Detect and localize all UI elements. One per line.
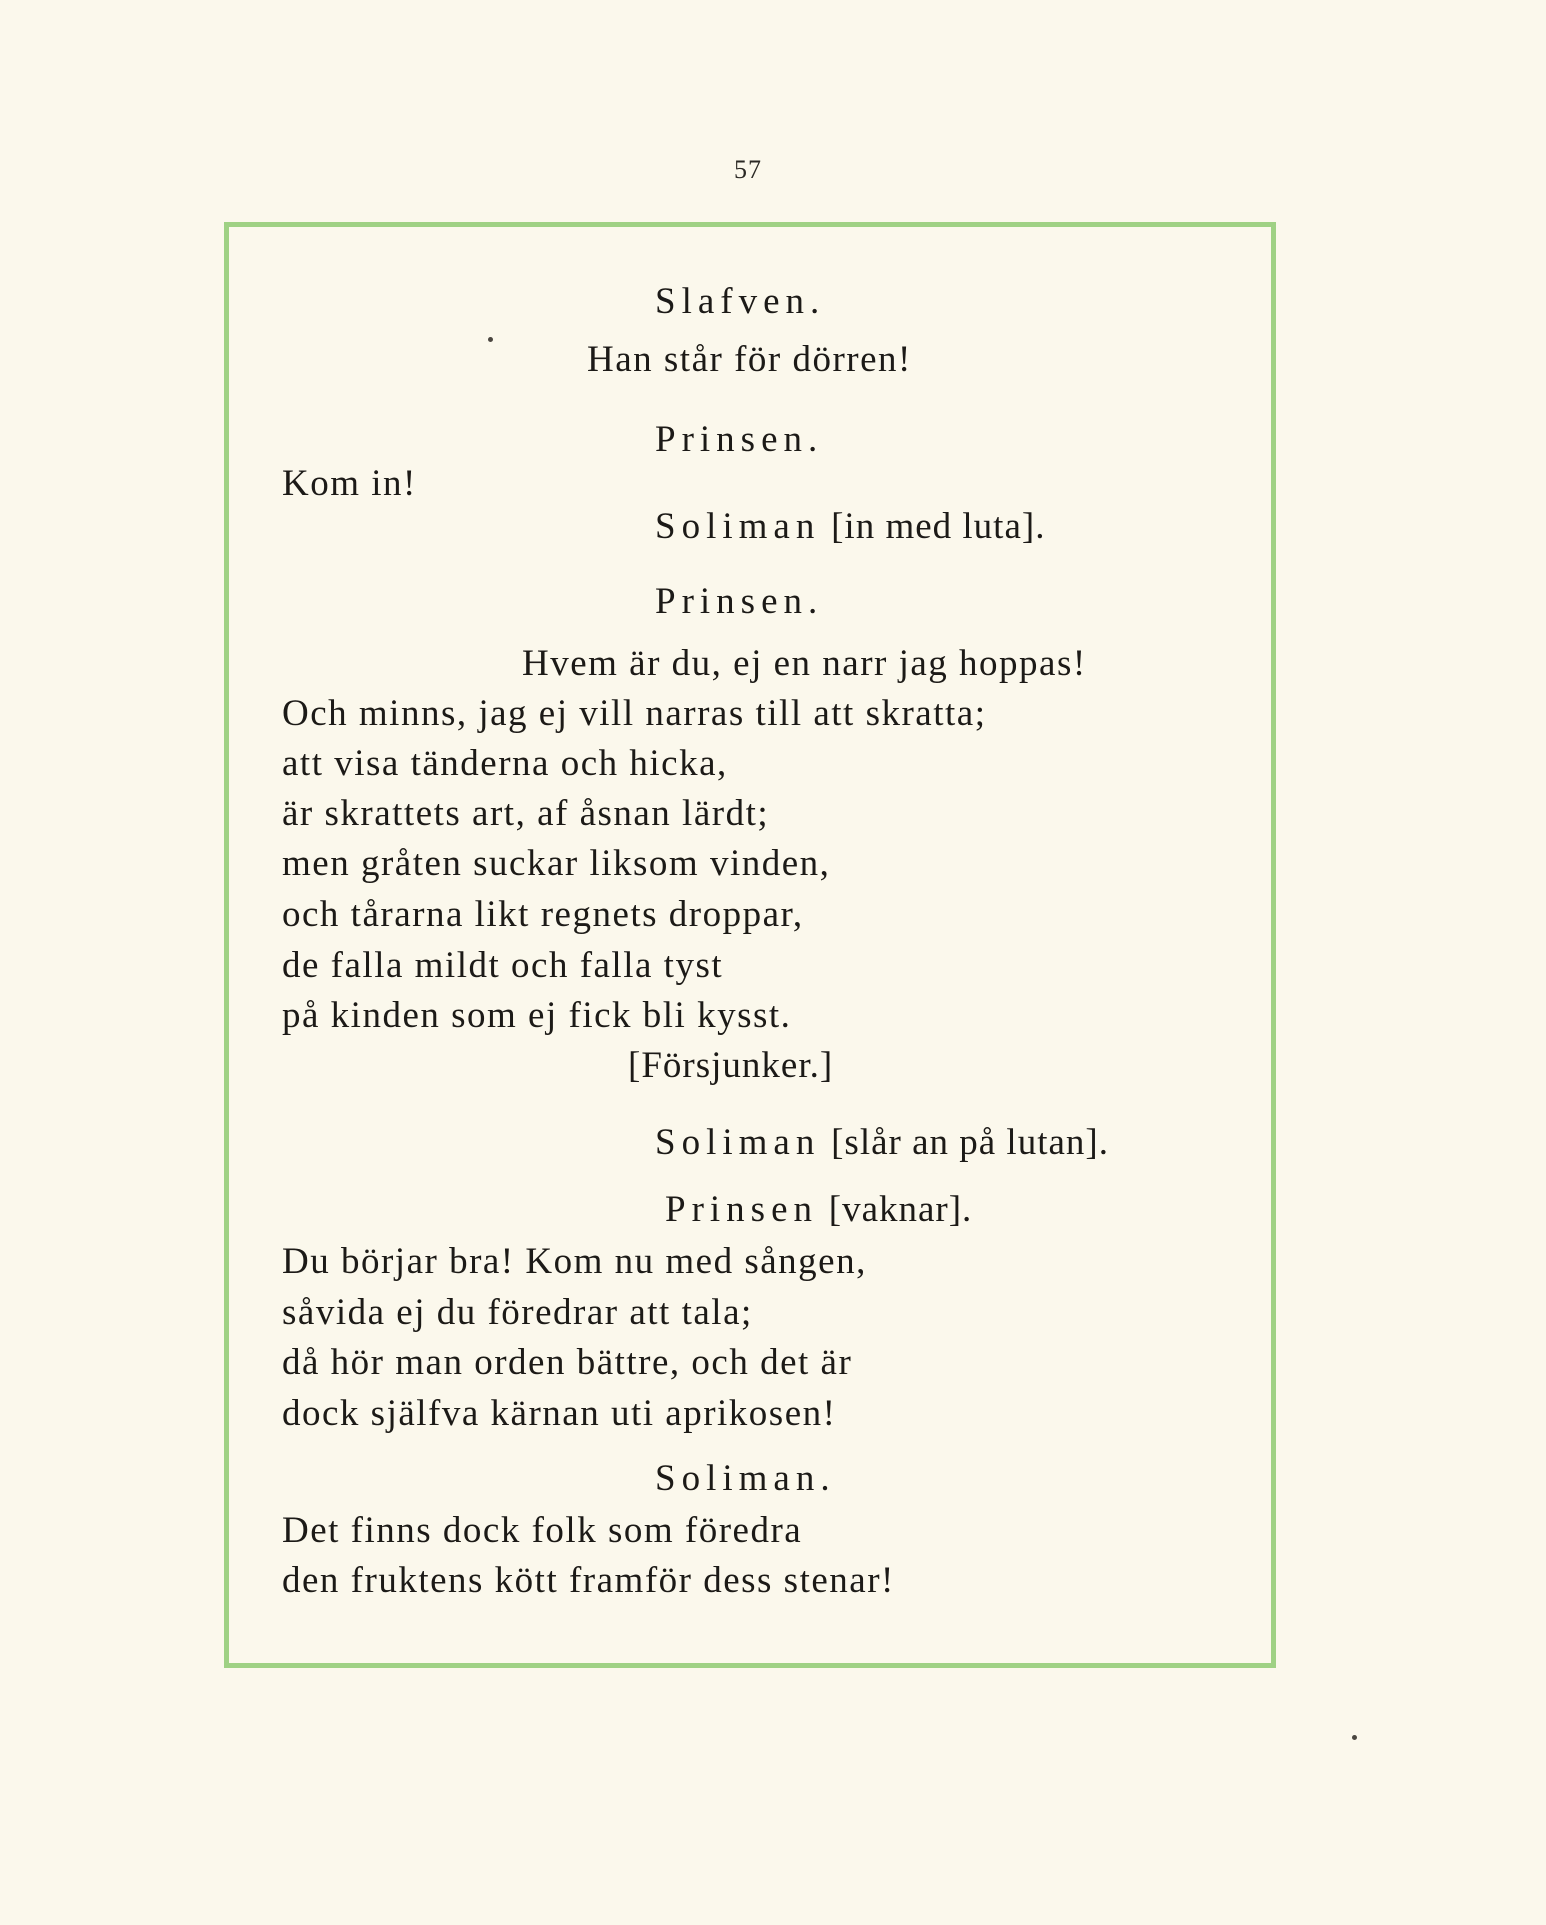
verse-line: på kinden som ej fick bli kysst. bbox=[282, 995, 792, 1036]
speaker-name: Soliman bbox=[655, 1122, 821, 1163]
verse-line: men gråten suckar liksom vinden, bbox=[282, 843, 831, 884]
verse-line: Hvem är du, ej en narr jag hoppas! bbox=[522, 643, 1087, 684]
speaker-heading-prinsen: Prinsen. bbox=[655, 581, 824, 622]
ink-fleck bbox=[488, 337, 493, 342]
stage-direction: [in med luta]. bbox=[831, 506, 1046, 547]
verse-line: och tårarna likt regnets droppar, bbox=[282, 894, 804, 935]
speaker-heading-soliman bbox=[655, 1121, 1109, 1165]
speaker-heading-soliman: Soliman. bbox=[655, 1458, 836, 1499]
verse-line: är skrattets art, af åsnan lärdt; bbox=[282, 793, 770, 834]
verse-line: den fruktens kött framför dess stenar! bbox=[282, 1560, 895, 1601]
verse-line: Det finns dock folk som föredra bbox=[282, 1510, 803, 1551]
stage-direction: [Försjunker.] bbox=[628, 1045, 834, 1086]
speaker-name: Prinsen bbox=[665, 1189, 818, 1230]
verse-line: då hör man orden bättre, och det är bbox=[282, 1342, 853, 1383]
stage-direction: [vaknar]. bbox=[828, 1189, 973, 1230]
verse-line: Han står för dörren! bbox=[587, 339, 912, 380]
speaker-heading-slafven: Slafven. bbox=[655, 281, 826, 322]
speaker-name: Soliman bbox=[655, 506, 821, 547]
verse-line: såvida ej du föredrar att tala; bbox=[282, 1292, 753, 1333]
ink-fleck bbox=[1352, 1735, 1357, 1740]
verse-line: de falla mildt och falla tyst bbox=[282, 945, 724, 986]
speaker-heading-prinsen bbox=[665, 1188, 972, 1232]
verse-line: att visa tänderna och hicka, bbox=[282, 743, 728, 784]
speaker-heading-prinsen: Prinsen. bbox=[655, 419, 824, 460]
verse-line: dock själfva kärnan uti aprikosen! bbox=[282, 1393, 837, 1434]
page-number: 57 bbox=[734, 155, 762, 184]
verse-line: Och minns, jag ej vill narras till att skratta; bbox=[282, 693, 987, 734]
speaker-heading-soliman bbox=[655, 505, 1045, 549]
stage-direction: [slår an på lutan]. bbox=[831, 1122, 1109, 1163]
verse-line: Du börjar bra! Kom nu med sången, bbox=[282, 1241, 867, 1282]
verse-line: Kom in! bbox=[282, 463, 417, 504]
